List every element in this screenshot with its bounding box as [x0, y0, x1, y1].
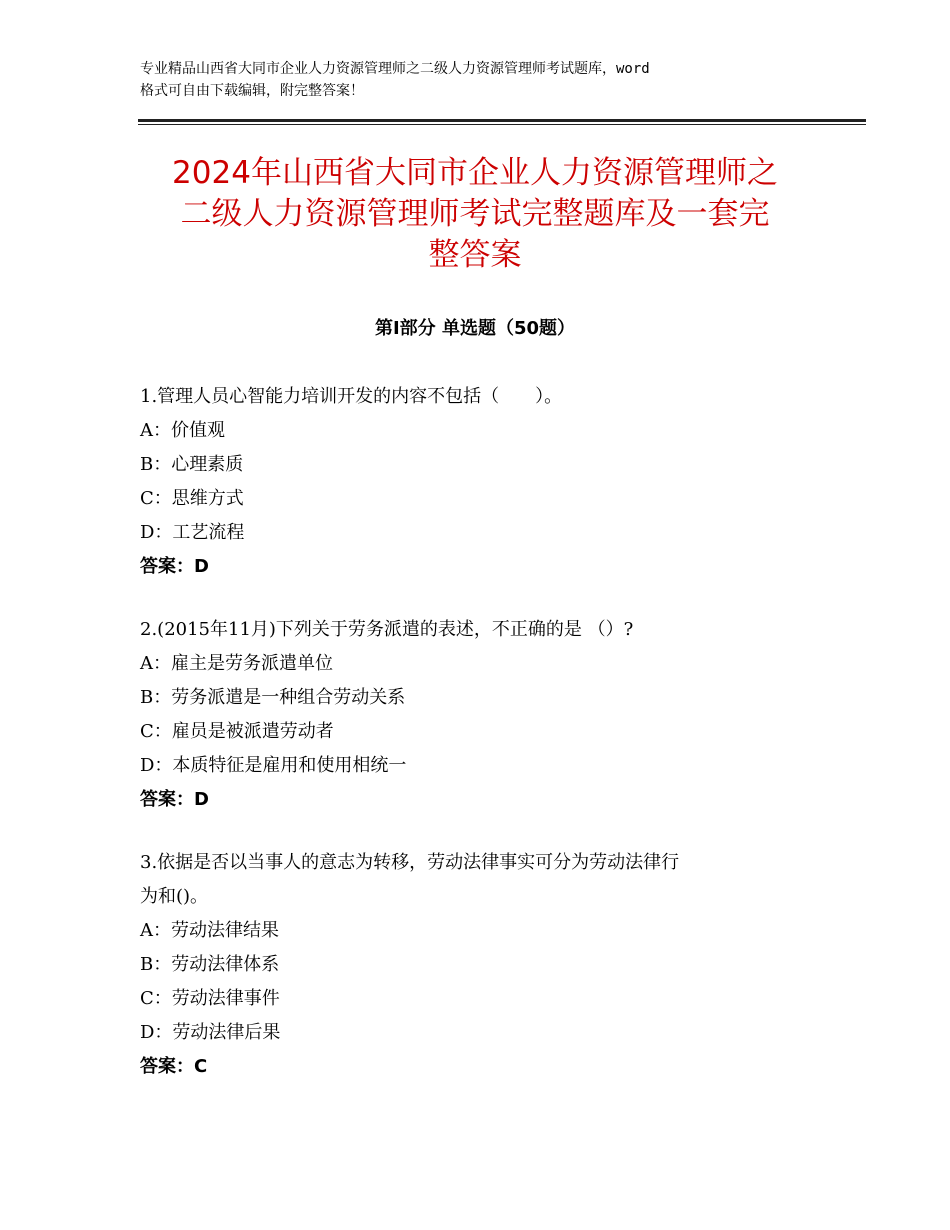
question-list	[140, 380, 820, 1113]
option-c: C：雇员是被派遣劳动者	[140, 721, 334, 742]
header-note-line: 格式可自由下载编辑，附完整答案！	[140, 83, 364, 99]
option-a: A：雇主是劳务派遣单位	[140, 653, 333, 674]
option-a: A：价值观	[140, 420, 225, 441]
question-1	[140, 380, 820, 584]
answer-line: 答案：D	[140, 789, 209, 810]
option-c: C：思维方式	[140, 488, 244, 509]
header-note-line: 专业精品山西省大同市企业人力资源管理师之二级人力资源管理师考试题库，word	[140, 61, 650, 77]
option-d: D：本质特征是雇用和使用相统一	[140, 755, 407, 776]
document-title-line: 2024年山西省大同市企业人力资源管理师之	[172, 155, 778, 191]
question-2	[140, 613, 820, 817]
document-title-line: 整答案	[428, 237, 522, 273]
option-a: A：劳动法律结果	[140, 920, 279, 941]
document-title-line: 二级人力资源管理师考试完整题库及一套完	[180, 196, 770, 232]
question-stem-continued: 为和()。	[140, 886, 209, 907]
answer-line: 答案：D	[140, 556, 209, 577]
option-c: C：劳动法律事件	[140, 988, 280, 1009]
header-divider-thin	[138, 124, 866, 125]
question-3	[140, 846, 820, 1084]
section-title: 第Ⅰ部分 单选题（50题）	[374, 318, 575, 339]
option-d: D：工艺流程	[140, 522, 245, 543]
header-note	[140, 58, 820, 102]
question-stem: 1.管理人员心智能力培训开发的内容不包括（ ）。	[140, 386, 563, 407]
document-title	[100, 153, 850, 276]
option-d: D：劳动法律后果	[140, 1022, 281, 1043]
option-b: B：心理素质	[140, 454, 244, 475]
question-stem: 2.(2015年11月)下列关于劳务派遣的表述，不正确的是 （）?	[140, 619, 634, 640]
answer-line: 答案：C	[140, 1056, 208, 1077]
question-stem: 3.依据是否以当事人的意志为转移，劳动法律事实可分为劳动法律行	[140, 852, 680, 873]
header-divider-thick	[138, 119, 866, 122]
option-b: B：劳务派遣是一种组合劳动关系	[140, 687, 406, 708]
option-b: B：劳动法律体系	[140, 954, 280, 975]
